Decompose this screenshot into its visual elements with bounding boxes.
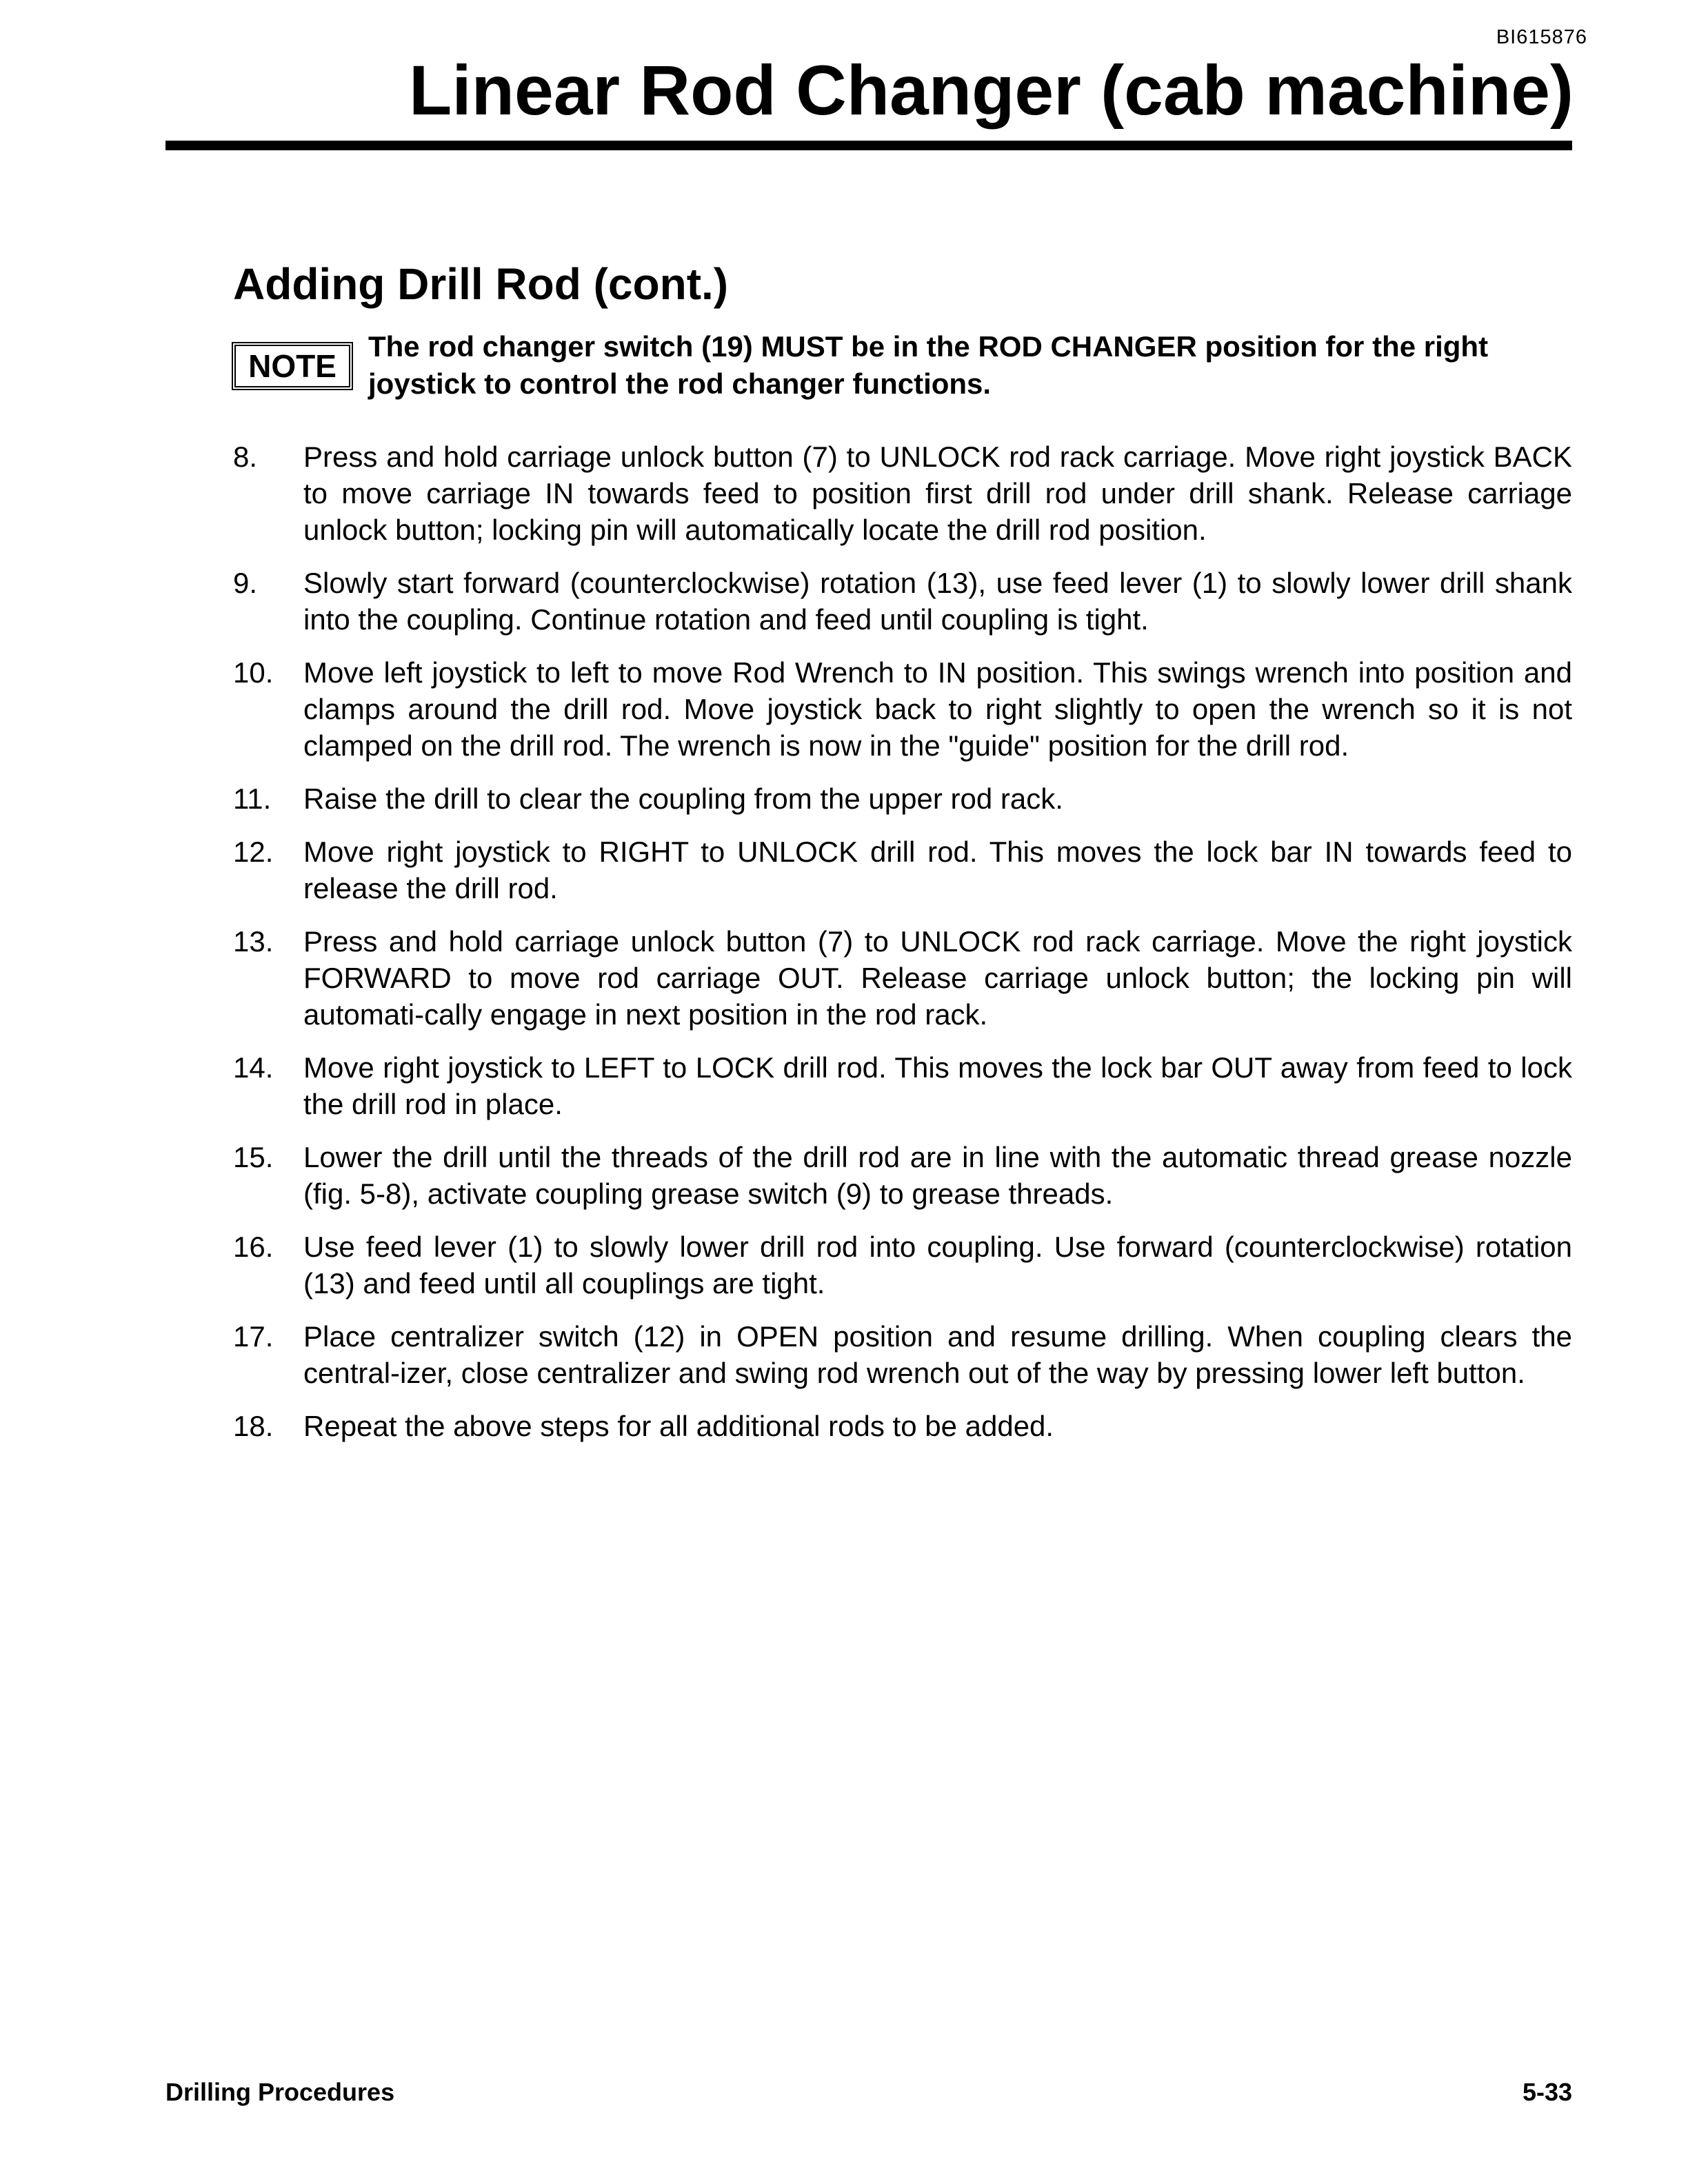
step-item	[233, 565, 1572, 638]
step-number: 18.	[233, 1410, 274, 1442]
step-number: 12.	[233, 836, 274, 868]
step-text: Slowly start forward (counterclockwise) rotation (13), use feed lever (1) to slowly lower drill shank into the coupling. Continue rotation and feed until coupling is tight.	[303, 567, 1572, 636]
step-item	[233, 833, 1572, 907]
step-text: Raise the drill to clear the coupling from the upper rod rack.	[303, 782, 1063, 815]
step-text: Press and hold carriage unlock button (7) to UNLOCK rod rack carriage. Move the right joystick FORWARD to move rod carriage OUT. Release carriage unlock button; the locking pin will automati-cally engage in next position in the rod rack.	[303, 925, 1572, 1031]
step-item	[233, 654, 1572, 764]
procedure-steps	[233, 438, 1572, 1461]
note-text: The rod changer switch (19) MUST be in the ROD CHANGER position for the right joystick to control the rod changer functions.	[368, 330, 1489, 400]
step-item	[233, 1139, 1572, 1212]
document-id: BI615876	[1496, 26, 1587, 48]
step-text: Move right joystick to LEFT to LOCK drill rod. This moves the lock bar OUT away from feed to lock the drill rod in place.	[303, 1051, 1572, 1120]
step-number: 16.	[233, 1231, 274, 1263]
step-text: Use feed lever (1) to slowly lower drill rod into coupling. Use forward (counterclockwise) rotation (13) and feed until all couplings are tight.	[303, 1231, 1572, 1300]
step-number: 10.	[233, 656, 274, 689]
step-text: Repeat the above steps for all additional rods to be added.	[303, 1410, 1054, 1442]
note-badge: NOTE	[232, 342, 353, 390]
step-item	[233, 1318, 1572, 1391]
step-number: 9.	[233, 567, 258, 599]
page-title: Linear Rod Changer (cab machine)	[409, 51, 1574, 130]
step-number: 15.	[233, 1141, 274, 1173]
step-text: Move left joystick to left to move Rod Wrench to IN position. This swings wrench into position and clamps around the drill rod. Move joystick back to right slightly to open the wrench so it is not clamped on the drill rod. The wrench is now in the "guide" position for the drill rod.	[303, 656, 1572, 762]
title-rule	[165, 141, 1572, 150]
step-number: 11.	[233, 782, 272, 815]
note-block	[232, 328, 1572, 403]
step-item	[233, 1408, 1572, 1444]
step-number: 17.	[233, 1320, 274, 1353]
step-item	[233, 1049, 1572, 1122]
footer-page-number: 5-33	[1522, 2078, 1572, 2106]
step-item	[233, 1228, 1572, 1302]
step-item	[233, 923, 1572, 1033]
step-number: 8.	[233, 441, 258, 473]
step-item	[233, 780, 1572, 817]
step-text: Lower the drill until the threads of the drill rod are in line with the automatic thread grease nozzle (fig. 5-8), activate coupling grease switch (9) to grease threads.	[303, 1141, 1572, 1210]
step-item	[233, 438, 1572, 548]
step-text: Move right joystick to RIGHT to UNLOCK drill rod. This moves the lock bar IN towards feed to release the drill rod.	[303, 836, 1572, 904]
step-text: Place centralizer switch (12) in OPEN position and resume drilling. When coupling clears the central-izer, close centralizer and swing rod wrench out of the way by pressing lower left button.	[303, 1320, 1572, 1389]
step-text: Press and hold carriage unlock button (7) to UNLOCK rod rack carriage. Move right joystick BACK to move carriage IN towards feed to position first drill rod under drill shank. Release carriage unlock button; locking pin will automatically locate the drill rod position.	[303, 441, 1572, 546]
step-number: 13.	[233, 925, 274, 958]
footer-section-name: Drilling Procedures	[165, 2078, 395, 2106]
step-number: 14.	[233, 1051, 274, 1084]
section-heading: Adding Drill Rod (cont.)	[233, 259, 729, 309]
